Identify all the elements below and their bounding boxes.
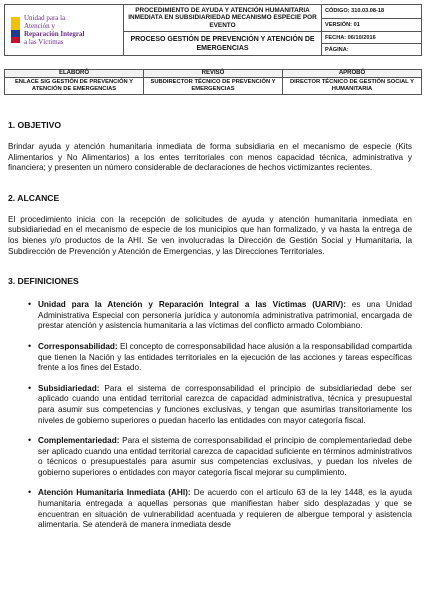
definition-item xyxy=(8,488,412,530)
process-title: PROCESO GESTIÓN DE PREVENCIÓN Y ATENCIÓN DE EMERGENCIAS xyxy=(124,32,322,56)
definition-item xyxy=(8,384,412,426)
uariv-logo xyxy=(5,14,123,46)
pagina: PÁGINA: xyxy=(322,44,422,56)
bullet-icon: • xyxy=(28,487,32,498)
logo-cell xyxy=(5,5,124,56)
definitions-list xyxy=(8,300,412,531)
logo-line-4: a las Víctimas xyxy=(24,38,64,46)
section-objetivo-title: 1. OBJETIVO xyxy=(8,120,62,130)
bullet-icon: • xyxy=(28,340,32,351)
document-body xyxy=(8,120,412,541)
definition-item xyxy=(8,300,412,332)
section-definiciones-title: 3. DEFINICIONES xyxy=(8,276,79,287)
definition-item xyxy=(8,436,412,478)
definition-term: Corresponsabilidad: xyxy=(38,341,118,351)
logo-line-1: Unidad para la xyxy=(24,14,66,22)
definition-text: Para el sistema de corresponsabilidad el principio de subsidiariedad debe ser aplicado cuando una entidad territorial carezca de capacidad administrativa, técnica y presupuestal para asumir sus competencias y funciones exclusivas, y tengan que asumirlas transitoriamente los niveles de gobierno superiores o puedan hacerlo las entidades con mayor categoría fiscal. xyxy=(38,383,412,425)
col-aprobo: APROBÓ xyxy=(283,70,422,78)
document-header xyxy=(4,4,422,56)
section-alcance-title: 2. ALCANCE xyxy=(8,192,60,203)
section-objetivo-text: Brindar ayuda y atención humanitaria inmediata de forma subsidiaria en el mecanismo de especie (Kits Alimentarios y No Alimentarios) a los entes territoriales con menos capacidad técnica, administrativa y financiera; y presenten un número considerable de declaraciones de hechos victimizantes recientes. xyxy=(8,142,412,173)
fecha: FECHA: 06/10/2016 xyxy=(322,32,422,44)
aprobo-value: DIRECTOR TÉCNICO DE GESTIÓN SOCIAL Y HUMANITARIA xyxy=(283,78,422,95)
approval-table xyxy=(4,69,422,95)
bullet-icon: • xyxy=(28,299,32,310)
definition-term: Subsidiariedad: xyxy=(38,383,100,393)
version: VERSIÓN: 01 xyxy=(322,18,422,32)
section-alcance-text: El procedimiento inicia con la recepción de solicitudes de ayuda y atención humanitaria inmediata en subsidiariedad en el mecanismo de especie de los municipios que han formalizado, y va hasta la entrega de los bienes y/o productos de la AHI. Se ven involucradas la Dirección de Gestión Social y Humanitaria, la Subdirección de Prevención y Atención de Emergencias, y las Direcciones Territoriales. xyxy=(8,214,412,256)
col-elaboro: ELABORÓ xyxy=(5,70,144,78)
logo-line-3: Reparación Integral xyxy=(24,30,85,38)
logo-line-2: Atención y xyxy=(24,22,55,30)
definition-text: De acuerdo con el artículo 63 de la ley 1448, es la ayuda humanitaria entregada a aquellas personas que manifiestan haber sido desplazadas y que se encuentran en situación de vulnerabilidad acentuada y requieren de albergue temporal y asistencia alimentaria. Se atenderá de manera inmediata desde xyxy=(38,488,412,530)
definition-item xyxy=(8,342,412,374)
logo-text xyxy=(24,14,84,46)
definition-text: Para el sistema de corresponsabilidad el principio de complementariedad debe ser aplicado cuando una entidad territorial carezca de capacidad suficiente en términos administrativos o técnicos o presupuestales para asumir sus competencias exclusivas, y puedan los niveles de gobierno superiores o entidades con mayor categoría fiscal mejorar su cumplimiento. xyxy=(38,436,412,477)
definition-term: Complementariedad: xyxy=(38,436,120,446)
bullet-icon: • xyxy=(28,382,32,393)
reviso-value: SUBDIRECTOR TÉCNICO DE PREVENCIÓN Y EMERGENCIAS xyxy=(144,78,283,95)
definition-term: Atención Humanitaria Inmediata (AHI): xyxy=(38,488,191,498)
procedure-title: PROCEDIMIENTO DE AYUDA Y ATENCIÓN HUMANITARIA INMEDIATA EN SUBSIDIARIEDAD MECANISMO ESPECIE POR EVENTO xyxy=(124,5,322,32)
bullet-icon: • xyxy=(28,435,32,446)
col-reviso: REVISÓ xyxy=(144,70,283,78)
definition-text: El concepto de corresponsabilidad hace alusión a la responsabilidad compartida que tienen la Nación y las entidades territoriales en la ejecución de las acciones y tareas específicas frente a los fines del Estado. xyxy=(38,341,412,373)
colombia-flag-icon xyxy=(11,17,20,43)
codigo: CÓDIGO: 310.03.08-18 xyxy=(322,5,422,19)
elaboro-value: ENLACE SIG GESTIÓN DE PREVENCIÓN Y ATENCIÓN DE EMERGENCIAS xyxy=(5,78,144,95)
definition-text: es una Unidad Administrativa Especial con personería jurídica y autonomía administrativa patrimonial, encargada de prestar atención y asistencia humanitaria a las víctimas del conflicto armado Colombiano. xyxy=(38,300,412,331)
definition-term: Unidad para la Atención y Reparación Integral a las Víctimas (UARIV): xyxy=(38,300,346,310)
